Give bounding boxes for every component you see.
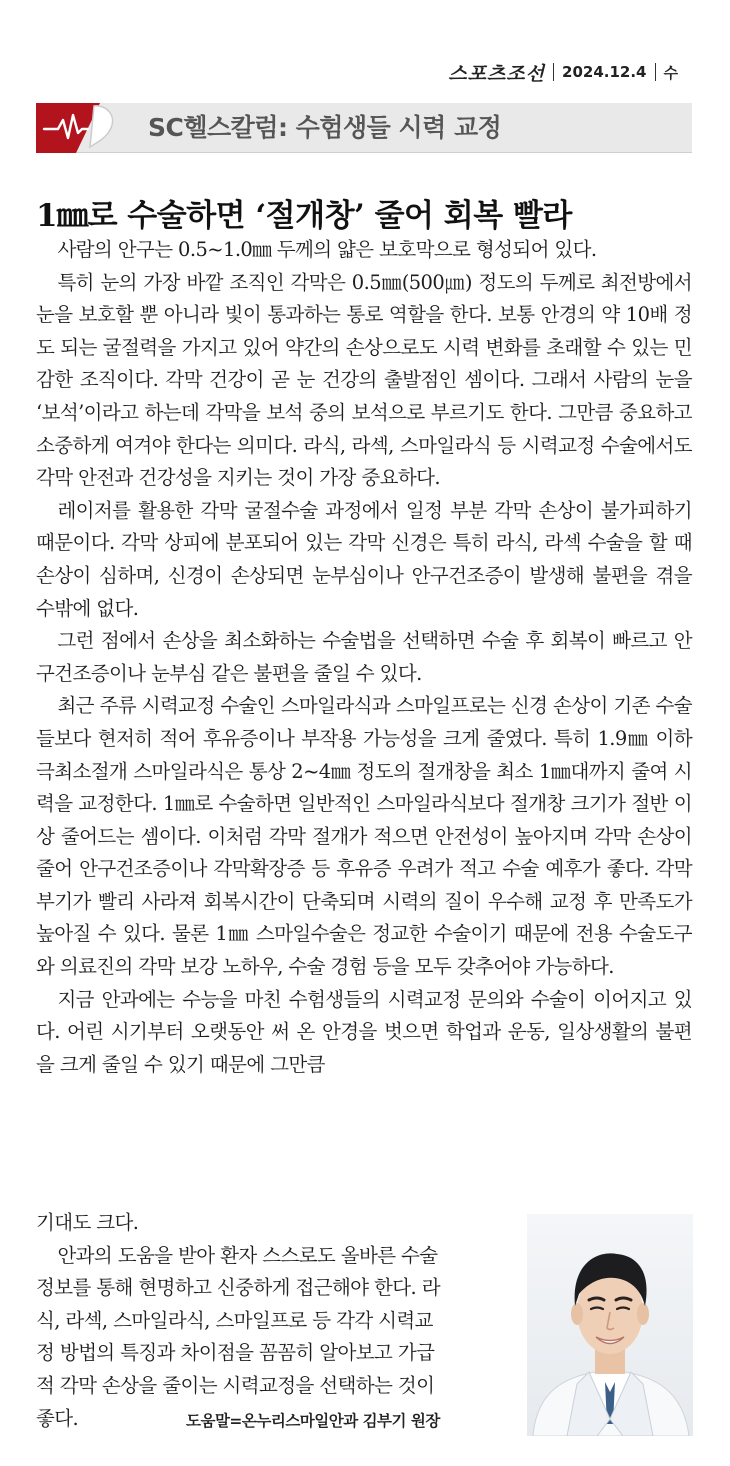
text-line: 정 방법의 특징과 차이점을 꼼꼼히 알아보고 가급	[36, 1341, 435, 1365]
section-title: SC헬스칼럼: 수험생들 시력 교정	[148, 113, 502, 142]
doctor-portrait	[527, 1214, 693, 1436]
section-header	[36, 103, 692, 153]
publication-date: 2024.12.4	[562, 63, 647, 81]
article-headline: 1㎜로 수술하면 ‘절개창’ 줄어 회복 빨라	[36, 198, 572, 234]
newspaper-name: 스포츠조선	[448, 62, 546, 85]
paragraph: 사람의 안구는 0.5~1.0㎜ 두께의 얇은 보호막으로 형성되어 있다.	[57, 238, 597, 261]
doctor-portrait-icon	[527, 1214, 693, 1436]
masthead-divider	[655, 63, 656, 81]
heartbeat-icon	[36, 103, 114, 153]
text-line: 식, 라섹, 스마일라식, 스마일프로 등 각각 시력교	[36, 1308, 433, 1332]
article-body-continued	[36, 1207, 500, 1435]
paragraph: 레이저를 활용한 각막 굴절수술 과정에서 일정 부분 각막 손상이 불가피하기 때문이다. 각막 상피에 분포되어 있는 각막 신경은 특히 라식, 라섹 수술을 할 때 손상이 심하며, 신경이 손상되면 눈부심이나 안구건조증이 발생해 불편을 겪을 수밖에 없다.	[36, 498, 692, 620]
text-line: 정보를 통해 현명하고 신중하게 접근해야 한다. 라	[36, 1276, 440, 1300]
text-line: 좋다.	[36, 1406, 79, 1430]
text-line: 기대도 크다.	[36, 1211, 139, 1234]
text-line: 적 각막 손상을 줄이는 시력교정을 선택하는 것이	[36, 1373, 435, 1397]
text-line: 안과의 도움을 받아 환자 스스로도 올바른 수술	[57, 1243, 438, 1267]
paragraph: 최근 주류 시력교정 수술인 스마일라식과 스마일프로는 신경 손상이 기존 수술들보다 현저히 적어 후유증이나 부작용 가능성을 크게 줄였다. 특히 1.9㎜ 이하 극최소절개 스마일라식은 통상 2~4㎜ 정도의 절개창을 최소 1㎜대까지 줄여 시력을 교정한다. 1㎜로 수술하면 일반적인 스마일라식보다 절개창 크기가 절반 이상 줄어드는 셈이다. 이처럼 각막 절개가 적으면 안전성이 높아지며 각막 손상이 줄어 안구건조증이나 각막확장증 등 후유증 우려가 적고 수술 예후가 좋다. 각막 부기가 빨리 사라져 회복시간이 단축되며 시력의 질이 우수해 교정 후 만족도가 높아질 수 있다. 물론 1㎜ 스마일수술은 정교한 수술이기 때문에 전용 수술도구와 의료진의 각막 보강 노하우, 수술 경험 등을 모두 갖추어야 가능하다.	[36, 694, 692, 979]
masthead-divider	[553, 63, 554, 81]
paragraph: 그런 점에서 손상을 최소화하는 수술법을 선택하면 수술 후 회복이 빠르고 안구건조증이나 눈부심 같은 불편을 줄일 수 있다.	[36, 629, 692, 685]
publication-day: 수	[663, 63, 678, 82]
article-body	[36, 234, 692, 1081]
paragraph: 특히 눈의 가장 바깥 조직인 각막은 0.5㎜(500㎛) 정도의 두께로 최전방에서 눈을 보호할 뿐 아니라 빛이 통과하는 통로 역할을 한다. 보통 안경의 약 10배 정도 되는 굴절력을 가지고 있어 약간의 손상으로도 시력 변화를 초래할 수 있는 민감한 조직이다. 각막 건강이 곧 눈 건강의 출발점인 셈이다. 그래서 사람의 눈을 ‘보석’이라고 하는데 각막을 보석 중의 보석으로 부르기도 한다. 그만큼 중요하고 소중하게 여겨야 한다는 의미다. 라식, 라섹, 스마일라식 등 시력교정 수술에서도 각막 안전과 건강성을 지키는 것이 가장 중요하다.	[36, 270, 692, 490]
article-credit: 도움말=온누리스마일안과 김부기 원장	[186, 1412, 440, 1430]
paragraph: 지금 안과에는 수능을 마친 수험생들의 시력교정 문의와 수술이 이어지고 있다. 어린 시기부터 오랫동안 써 온 안경을 벗으면 학업과 운동, 일상생활의 불편을 크게 줄일 수 있기 때문에 그만큼	[36, 987, 692, 1076]
masthead	[448, 58, 678, 86]
